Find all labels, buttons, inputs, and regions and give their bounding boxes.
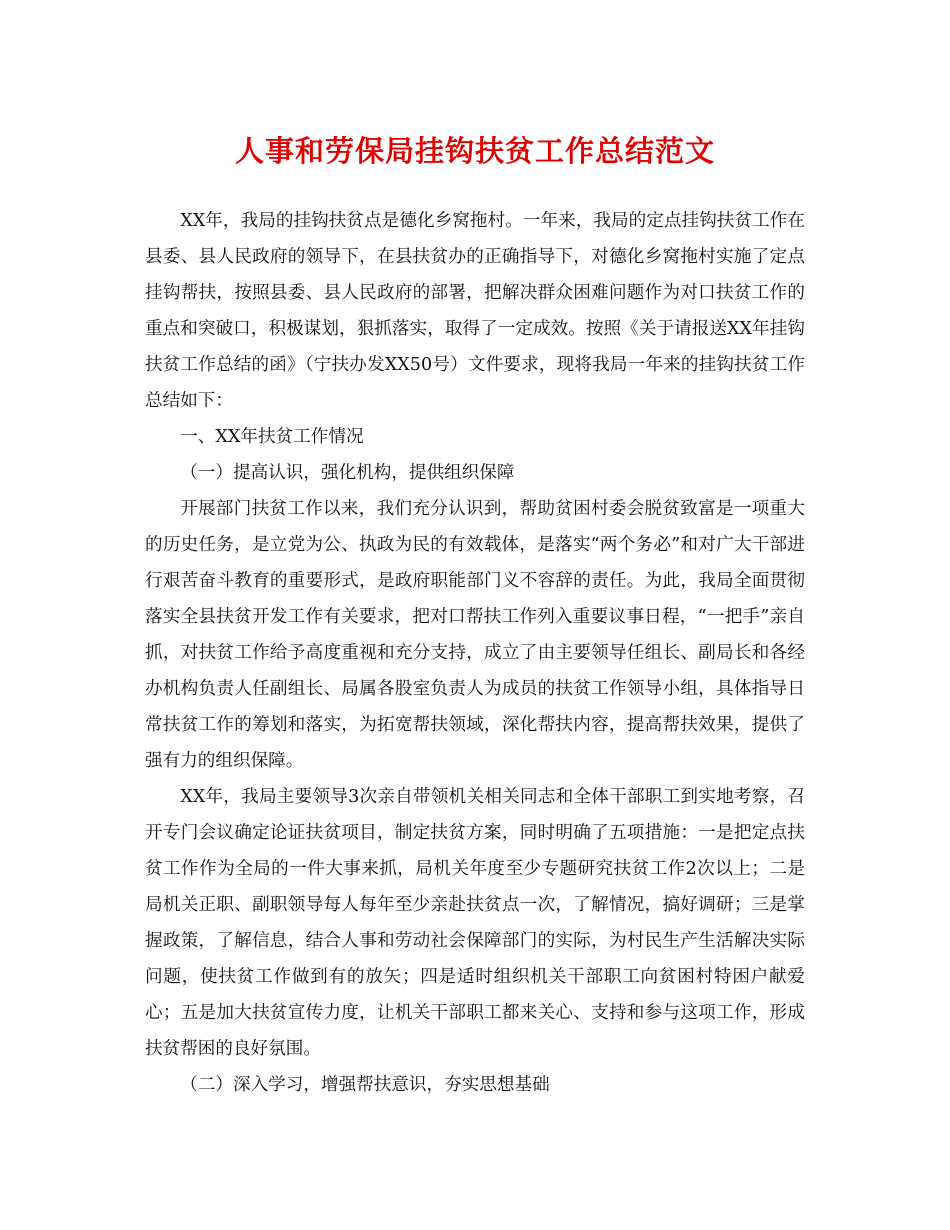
subsection-heading-1: （一）提高认识，强化机构，提供组织保障	[180, 463, 515, 483]
paragraph-intro: XX年，我局的挂钩扶贫点是德化乡窝拖村。一年来，我局的定点挂钩扶贫工作在县委、县人民政府的领导下，在县扶贫办的正确指导下，对德化乡窝拖村实施了定点挂钩帮扶，按照县委、县人民政府的部署，把解决群众困难问题作为对口扶贫工作的重点和突破口，积极谋划，狠抓落实，取得了一定成效。按照《关于请报送XX年挂钩扶贫工作总结的函》（宁扶办发XX50号）文件要求，现将我局一年来的挂钩扶贫工作总结如下：	[145, 211, 805, 411]
paragraph-body-1: 开展部门扶贫工作以来，我们充分认识到，帮助贫困村委会脱贫致富是一项重大的历史任务，是立党为公、执政为民的有效载体，是落实“两个务必”和对广大干部进行艰苦奋斗教育的重要形式，是政府职能部门义不容辞的责任。为此，我局全面贯彻落实全县扶贫开发工作有关要求，把对口帮扶工作列入重要议事日程，“一把手”亲自抓，对扶贫工作给予高度重视和充分支持，成立了由主要领导任组长、副局长和各经办机构负责人任副组长、局属各股室负责人为成员的扶贫工作领导小组，具体指导日常扶贫工作的筹划和落实，为拓宽帮扶领域，深化帮扶内容，提高帮扶效果，提供了强有力的组织保障。	[145, 499, 805, 771]
document-title: 人事和劳保局挂钩扶贫工作总结范文	[234, 134, 715, 168]
paragraph-body-2: XX年，我局主要领导3次亲自带领机关相关同志和全体干部职工到实地考察，召开专门会议确定论证扶贫项目，制定扶贫方案，同时明确了五项措施：一是把定点扶贫工作作为全局的一件大事来抓，局机关年度至少专题研究扶贫工作2次以上；二是局机关正职、副职领导每人每年至少亲赴扶贫点一次，了解情况，搞好调研；三是掌握政策，了解信息，结合人事和劳动社会保障部门的实际，为村民生产生活解决实际问题，使扶贫工作做到有的放矢；四是适时组织机关干部职工向贫困村特困户献爱心；五是加大扶贫宣传力度，让机关干部职工都来关心、支持和参与这项工作，形成扶贫帮困的良好氛围。	[145, 787, 805, 1059]
document-body	[145, 203, 805, 1103]
section-heading-1: 一、XX年扶贫工作情况	[180, 427, 364, 447]
subsection-heading-2: （二）深入学习，增强帮扶意识，夯实思想基础	[180, 1075, 550, 1095]
